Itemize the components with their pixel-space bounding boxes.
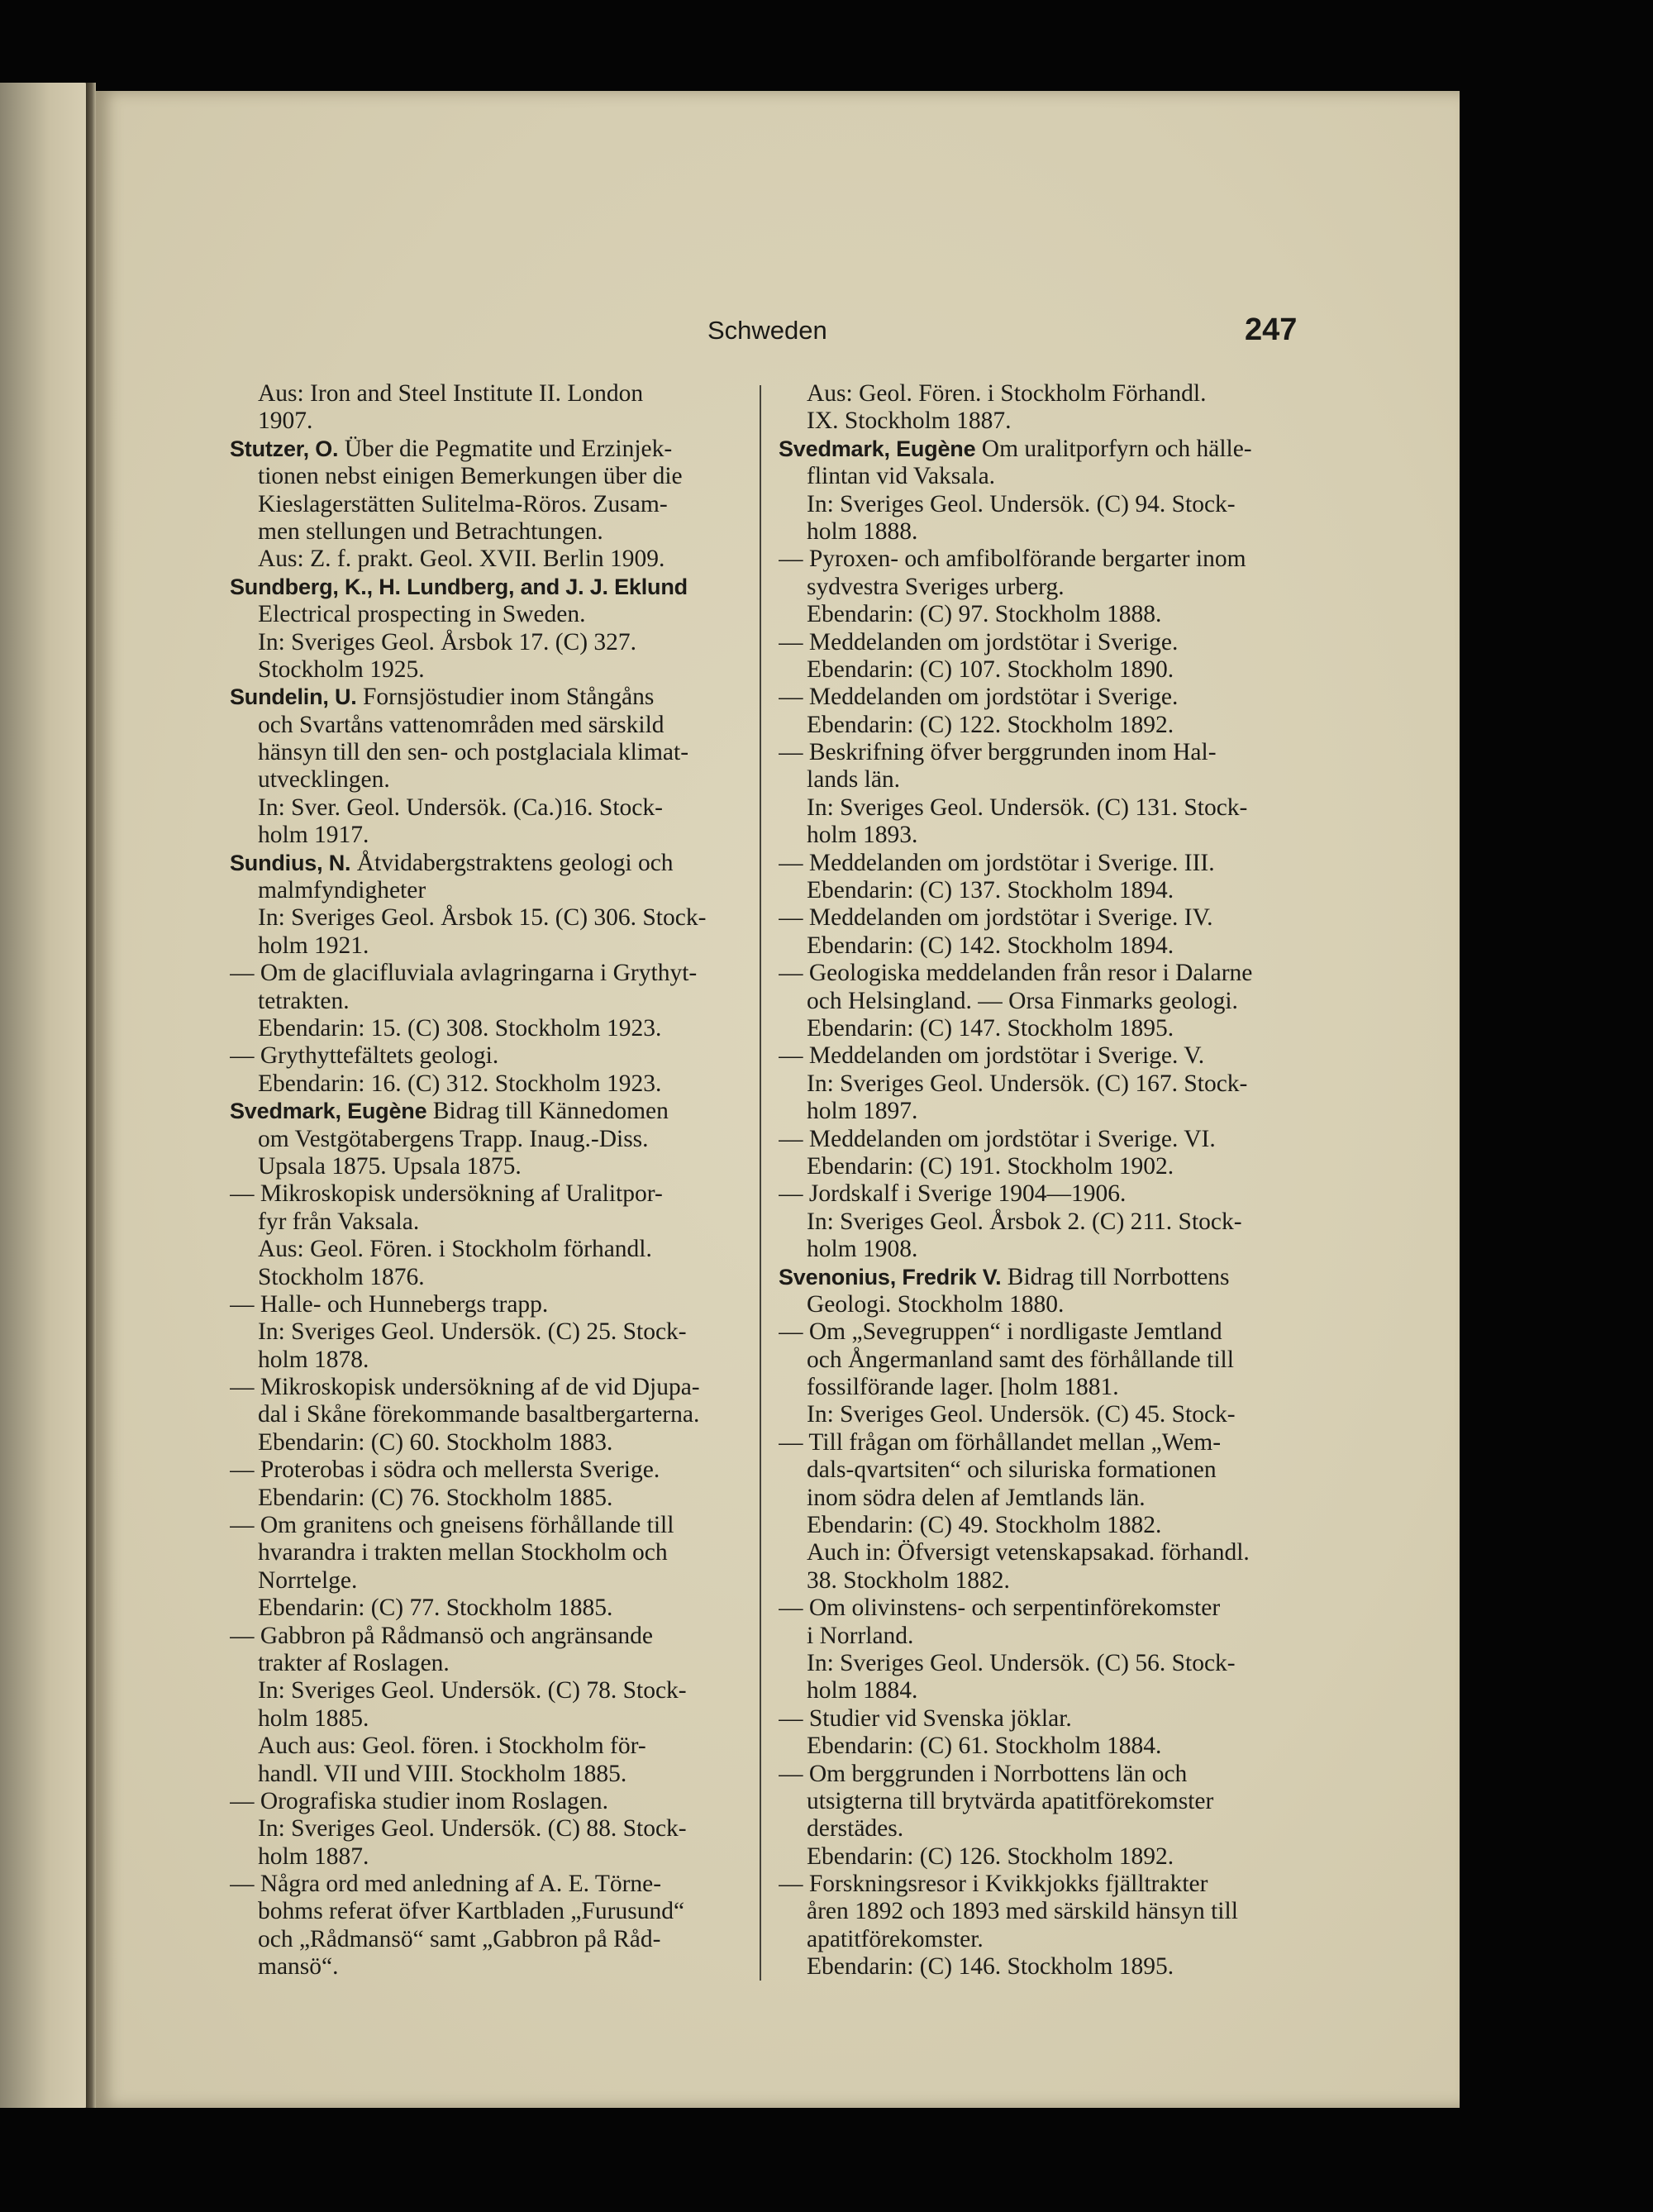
- entry-text: Ebendarin: (C) 137. Stockholm 1894.: [807, 877, 1174, 904]
- entry-text: tionen nebst einigen Bemerkungen über die: [258, 463, 683, 490]
- bibliography-line: [779, 1374, 1299, 1401]
- bibliography-line: [230, 1595, 750, 1622]
- bibliography-line: [230, 1456, 750, 1484]
- entry-text: — Meddelanden om jordstötar i Sverige. VI.: [779, 1125, 1216, 1152]
- bibliography-line: [230, 877, 750, 904]
- bibliography-line: [230, 1733, 750, 1760]
- bibliography-line: [230, 1236, 750, 1263]
- bibliography-line: [779, 1015, 1299, 1042]
- bibliography-line: [779, 1595, 1299, 1622]
- bibliography-line: [779, 932, 1299, 960]
- entry-text: In: Sveriges Geol. Undersök. (C) 78. Stock-: [258, 1677, 687, 1704]
- bibliography-line: [779, 601, 1299, 628]
- bibliography-line: [230, 1926, 750, 1953]
- entry-text: i Norrland.: [807, 1622, 914, 1649]
- bibliography-line: [779, 1623, 1299, 1650]
- entry-text: — Gabbron på Rådmansö och angränsande: [230, 1622, 654, 1649]
- entry-text: In: Sveriges Geol. Undersök. (C) 45. Stock-: [807, 1401, 1236, 1428]
- bibliography-line: [230, 656, 750, 684]
- bibliography-line: [230, 491, 750, 518]
- running-title: Schweden: [707, 316, 827, 345]
- entry-text: holm 1908.: [807, 1236, 918, 1263]
- bibliography-line: [230, 380, 750, 408]
- bibliography-line: [230, 463, 750, 490]
- bibliography-line: [779, 712, 1299, 739]
- entry-text: Aus: Geol. Fören. i Stockholm Förhandl.: [807, 380, 1207, 407]
- entry-text: In: Sveriges Geol. Årsbok 15. (C) 306. Stock-: [258, 904, 707, 932]
- entry-text: Ebendarin: (C) 191. Stockholm 1902.: [807, 1152, 1174, 1180]
- entry-text: — Några ord med anledning af A. E. Törne-: [230, 1871, 662, 1898]
- entry-text: dal i Skåne förekommande basaltbergarterna.: [258, 1401, 700, 1428]
- entry-text: — Studier vid Svenska jöklar.: [779, 1704, 1072, 1732]
- entry-text: In: Sveriges Geol. Årsbok 17. (C) 327.: [258, 628, 637, 655]
- bibliography-line: [779, 904, 1299, 932]
- bibliography-line: [230, 518, 750, 546]
- bibliography-line: [779, 408, 1299, 435]
- bibliography-line: [230, 1098, 750, 1125]
- entry-text: Kieslagerstätten Sulitelma-Röros. Zusam-: [258, 490, 668, 517]
- entry-text: — Om „Sevegruppen“ i nordligaste Jemtland: [779, 1318, 1222, 1346]
- bibliography-line: [230, 1347, 750, 1374]
- entry-text: Åtvidabergstraktens geologi och: [350, 849, 674, 876]
- bibliography-line: [779, 1126, 1299, 1153]
- bibliography-line: [779, 1898, 1299, 1925]
- entry-text: Stockholm 1925.: [258, 655, 425, 683]
- entry-text: holm 1897.: [807, 1098, 918, 1125]
- entry-text: In: Sveriges Geol. Årsbok 2. (C) 211. Stock-: [807, 1208, 1242, 1235]
- bibliography-line: [230, 684, 750, 711]
- author-name: Sundius, N.: [230, 850, 351, 875]
- entry-text: inom södra delen af Jemtlands län.: [807, 1484, 1146, 1511]
- bibliography-line: [230, 1567, 750, 1595]
- entry-text: Ebendarin: (C) 147. Stockholm 1895.: [807, 1014, 1174, 1042]
- bibliography-line: [230, 822, 750, 849]
- entry-text: — Geologiska meddelanden från resor i Dalarne: [779, 960, 1253, 987]
- entry-text: — Orografiska studier inom Roslagen.: [230, 1787, 608, 1814]
- entry-text: Geologi. Stockholm 1880.: [807, 1290, 1065, 1318]
- page-number: 247: [1245, 312, 1298, 347]
- entry-text: mansö“.: [258, 1953, 339, 1981]
- entry-text: holm 1888.: [807, 517, 918, 545]
- bibliography-line: [230, 712, 750, 739]
- entry-text: Ebendarin: 16. (C) 312. Stockholm 1923.: [258, 1070, 662, 1097]
- bibliography-line: [779, 1208, 1299, 1236]
- bibliography-line: [230, 601, 750, 628]
- entry-text: — Meddelanden om jordstötar i Sverige. IV.: [779, 904, 1213, 932]
- entry-text: om Vestgötabergens Trapp. Inaug.-Diss.: [258, 1125, 649, 1152]
- entry-text: In: Sveriges Geol. Undersök. (C) 88. Stock-: [258, 1815, 687, 1843]
- entry-text: lands län.: [807, 766, 901, 794]
- bibliography-line: [230, 1374, 750, 1401]
- bibliography-line: [779, 1153, 1299, 1180]
- bibliography-line: [230, 1871, 750, 1898]
- entry-text: holm 1917.: [258, 822, 369, 849]
- entry-text: och Ångermanland samt des förhållande till: [807, 1346, 1234, 1373]
- entry-text: — Mikroskopisk undersökning af Uralitpor-: [230, 1180, 663, 1208]
- entry-text: — Till frågan om förhållandet mellan „Wem-: [779, 1428, 1222, 1456]
- entry-text: 1907.: [258, 408, 313, 435]
- author-name: Svenonius, Fredrik V.: [779, 1264, 1002, 1290]
- entry-text: Om uralitporfyrn och hälle-: [975, 435, 1252, 462]
- bibliography-line: [779, 1456, 1299, 1484]
- entry-text: holm 1893.: [807, 822, 918, 849]
- bibliography-line: [230, 988, 750, 1015]
- bibliography-line: [230, 1953, 750, 1981]
- bibliography-line: [779, 1401, 1299, 1428]
- bibliography-line: [230, 1429, 750, 1456]
- entry-text: — Meddelanden om jordstötar i Sverige. III.: [779, 849, 1215, 876]
- author-name: Svedmark, Eugène: [230, 1099, 427, 1124]
- bibliography-line: [230, 546, 750, 573]
- entry-text: fyr från Vaksala.: [258, 1208, 420, 1235]
- entry-text: Auch in: Öfversigt vetenskapsakad. förhandl.: [807, 1539, 1250, 1566]
- entry-text: utvecklingen.: [258, 766, 390, 794]
- author-name: Svedmark, Eugène: [779, 436, 976, 461]
- bibliography-line: [230, 1485, 750, 1512]
- bibliography-line: [779, 436, 1299, 463]
- entry-text: och Svartåns vattenområden med särskild: [258, 711, 665, 738]
- entry-text: och „Rådmansö“ samt „Gabbron på Råd-: [258, 1925, 661, 1952]
- entry-text: In: Sveriges Geol. Undersök. (C) 56. Stock-: [807, 1649, 1236, 1676]
- bibliography-line: [779, 850, 1299, 877]
- bibliography-line: [230, 932, 750, 960]
- entry-text: — Halle- och Hunnebergs trapp.: [230, 1290, 549, 1318]
- entry-text: Upsala 1875. Upsala 1875.: [258, 1152, 522, 1180]
- bibliography-line: [779, 794, 1299, 822]
- right-column: [779, 380, 1299, 1981]
- bibliography-line: [779, 1953, 1299, 1981]
- entry-text: dals-qvartsiten“ och siluriska formationen: [807, 1456, 1217, 1484]
- page-header: [96, 312, 1460, 365]
- bibliography-line: [230, 739, 750, 766]
- entry-text: utsigterna till brytvärda apatitförekomster: [807, 1787, 1214, 1814]
- bibliography-line: [779, 684, 1299, 711]
- entry-text: Bidrag till Norrbottens: [1001, 1263, 1230, 1290]
- entry-text: holm 1921.: [258, 932, 369, 959]
- bibliography-line: [230, 850, 750, 877]
- bibliography-line: [230, 1264, 750, 1291]
- bibliography-line: [779, 1677, 1299, 1704]
- entry-text: Ebendarin: (C) 97. Stockholm 1888.: [807, 601, 1162, 628]
- bibliography-line: [779, 960, 1299, 987]
- bibliography-line: [779, 1291, 1299, 1318]
- entry-text: — Om de glacifluviala avlagringarna i Grythyt-: [230, 960, 698, 987]
- entry-text: Ebendarin: (C) 107. Stockholm 1890.: [807, 655, 1174, 683]
- entry-text: — Jordskalf i Sverige 1904—1906.: [779, 1180, 1127, 1208]
- entry-text: In: Sveriges Geol. Undersök. (C) 131. Stock-: [807, 794, 1248, 821]
- bibliography-line: [779, 380, 1299, 408]
- bibliography-line: [779, 1761, 1299, 1788]
- entry-text: — Proterobas i södra och mellersta Sverige.: [230, 1456, 660, 1484]
- entry-text: Ebendarin: (C) 126. Stockholm 1892.: [807, 1843, 1174, 1870]
- bibliography-line: [230, 436, 750, 463]
- left-column: [230, 380, 750, 1981]
- entry-text: tetrakten.: [258, 987, 350, 1014]
- entry-text: Ebendarin: (C) 142. Stockholm 1894.: [807, 932, 1174, 959]
- entry-text: — Pyroxen- och amfibolförande bergarter inom: [779, 546, 1246, 573]
- entry-text: — Meddelanden om jordstötar i Sverige.: [779, 628, 1179, 655]
- bibliography-line: [230, 1208, 750, 1236]
- bibliography-line: [779, 766, 1299, 794]
- entry-text: — Beskrifning öfver berggrunden inom Hal-: [779, 739, 1217, 766]
- bibliography-line: [779, 1788, 1299, 1815]
- bibliography-line: [779, 1650, 1299, 1677]
- bibliography-line: [779, 988, 1299, 1015]
- bibliography-line: [779, 1539, 1299, 1566]
- bibliography-line: [779, 1705, 1299, 1733]
- entry-text: Auch aus: Geol. fören. i Stockholm för-: [258, 1733, 646, 1760]
- entry-text: holm 1887.: [258, 1843, 369, 1870]
- entry-text: sydvestra Sveriges urberg.: [807, 573, 1065, 600]
- entry-text: och Helsingland. — Orsa Finmarks geologi.: [807, 987, 1238, 1014]
- entry-text: Über die Pegmatite und Erzinjek-: [338, 435, 673, 462]
- bibliography-line: [230, 1705, 750, 1733]
- entry-text: — Mikroskopisk undersökning af de vid Djupa-: [230, 1374, 700, 1401]
- bibliography-line: [779, 1733, 1299, 1760]
- entry-text: holm 1884.: [807, 1677, 918, 1704]
- entry-text: Aus: Iron and Steel Institute II. London: [258, 380, 644, 407]
- bibliography-line: [230, 1843, 750, 1871]
- entry-text: Bidrag till Kännedomen: [426, 1098, 669, 1125]
- author-name: Stutzer, O.: [230, 436, 339, 461]
- bibliography-line: [779, 1347, 1299, 1374]
- bibliography-line: [779, 574, 1299, 601]
- entry-text: hänsyn till den sen- och postglaciala klimat-: [258, 739, 689, 766]
- bibliography-line: [779, 1264, 1299, 1291]
- entry-text: Ebendarin: (C) 61. Stockholm 1884.: [807, 1733, 1162, 1760]
- entry-text: — Grythyttefältets geologi.: [230, 1042, 499, 1070]
- entry-text: Fornsjöstudier inom Stångåns: [356, 684, 655, 711]
- bibliography-line: [230, 1898, 750, 1925]
- bibliography-line: [779, 463, 1299, 490]
- bibliography-line: [779, 546, 1299, 573]
- bibliography-line: [230, 904, 750, 932]
- bibliography-line: [779, 1070, 1299, 1098]
- entry-text: trakter af Roslagen.: [258, 1649, 450, 1676]
- entry-text: In: Sveriges Geol. Undersök. (C) 167. Stock-: [807, 1070, 1248, 1097]
- entry-text: apatitförekomster.: [807, 1925, 984, 1952]
- bibliography-line: [779, 877, 1299, 904]
- entry-text: åren 1892 och 1893 med särskild hänsyn till: [807, 1898, 1238, 1925]
- bibliography-line: [779, 491, 1299, 518]
- bibliography-line: [230, 1042, 750, 1070]
- bibliography-line: [779, 1098, 1299, 1125]
- previous-page-edge: [0, 83, 89, 2108]
- entry-text: — Meddelanden om jordstötar i Sverige.: [779, 684, 1179, 711]
- bibliography-line: [779, 1429, 1299, 1456]
- bibliography-line: [779, 1843, 1299, 1871]
- entry-text: Electrical prospecting in Sweden.: [258, 601, 586, 628]
- bibliography-line: [779, 1236, 1299, 1263]
- entry-text: Aus: Z. f. prakt. Geol. XVII. Berlin 1909.: [258, 546, 665, 573]
- entry-text: In: Sveriges Geol. Undersök. (C) 94. Stock-: [807, 490, 1236, 517]
- entry-text: — Om granitens och gneisens förhållande till: [230, 1512, 674, 1539]
- bibliography-line: [230, 1291, 750, 1318]
- entry-text: Aus: Geol. Fören. i Stockholm förhandl.: [258, 1236, 652, 1263]
- entry-text: Ebendarin: (C) 60. Stockholm 1883.: [258, 1428, 613, 1456]
- bibliography-line: [779, 739, 1299, 766]
- bibliography-line: [230, 1318, 750, 1346]
- bibliography-line: [779, 1815, 1299, 1843]
- entry-text: Ebendarin: (C) 49. Stockholm 1882.: [807, 1512, 1162, 1539]
- entry-text: Ebendarin: (C) 77. Stockholm 1885.: [258, 1595, 613, 1622]
- bibliography-line: [230, 1788, 750, 1815]
- column-divider: [760, 385, 761, 1981]
- bibliography-line: [779, 822, 1299, 849]
- bibliography-line: [779, 1042, 1299, 1070]
- bibliography-line: [230, 1015, 750, 1042]
- entry-text: holm 1885.: [258, 1704, 369, 1732]
- entry-text: In: Sveriges Geol. Undersök. (C) 25. Stock-: [258, 1318, 687, 1346]
- author-name: Sundberg, K., H. Lundberg, and J. J. Eklund: [230, 574, 688, 599]
- bibliography-line: [230, 1070, 750, 1098]
- author-name: Sundelin, U.: [230, 684, 357, 710]
- entry-text: Ebendarin: (C) 122. Stockholm 1892.: [807, 711, 1174, 738]
- entry-text: malmfyndigheter: [258, 877, 426, 904]
- entry-text: IX. Stockholm 1887.: [807, 408, 1012, 435]
- entry-text: derstädes.: [807, 1815, 904, 1843]
- entry-text: bohms referat öfver Kartbladen „Furusund“: [258, 1898, 685, 1925]
- bibliography-line: [779, 518, 1299, 546]
- entry-text: Stockholm 1876.: [258, 1263, 425, 1290]
- bibliography-line: [230, 574, 750, 601]
- bibliography-line: [230, 960, 750, 987]
- entry-text: hvarandra i trakten mellan Stockholm och: [258, 1539, 668, 1566]
- bibliography-line: [230, 408, 750, 435]
- bibliography-line: [230, 1180, 750, 1208]
- entry-text: Ebendarin: 15. (C) 308. Stockholm 1923.: [258, 1014, 662, 1042]
- bibliography-line: [230, 1539, 750, 1566]
- entry-text: handl. VII und VIII. Stockholm 1885.: [258, 1760, 627, 1787]
- bibliography-line: [230, 629, 750, 656]
- bibliography-line: [779, 1180, 1299, 1208]
- entry-text: flintan vid Vaksala.: [807, 463, 996, 490]
- bibliography-line: [230, 766, 750, 794]
- bibliography-line: [230, 1153, 750, 1180]
- entry-text: — Forskningsresor i Kvikkjokks fjälltrakter: [779, 1871, 1208, 1898]
- bibliography-line: [779, 1567, 1299, 1595]
- bibliography-line: [230, 1126, 750, 1153]
- entry-text: In: Sver. Geol. Undersök. (Ca.)16. Stock-: [258, 794, 663, 821]
- entry-text: fossilförande lager. [holm 1881.: [807, 1374, 1119, 1401]
- bibliography-line: [230, 1677, 750, 1704]
- entry-text: holm 1878.: [258, 1346, 369, 1373]
- bibliography-line: [779, 656, 1299, 684]
- bibliography-line: [779, 629, 1299, 656]
- bibliography-line: [230, 1623, 750, 1650]
- bibliography-line: [779, 1512, 1299, 1539]
- entry-text: Ebendarin: (C) 76. Stockholm 1885.: [258, 1484, 613, 1511]
- entry-text: — Meddelanden om jordstötar i Sverige. V.: [779, 1042, 1205, 1070]
- bibliography-line: [779, 1485, 1299, 1512]
- bibliography-line: [230, 1761, 750, 1788]
- entry-text: 38. Stockholm 1882.: [807, 1566, 1010, 1594]
- bibliography-line: [230, 794, 750, 822]
- entry-text: men stellungen und Betrachtungen.: [258, 517, 603, 545]
- bibliography-line: [230, 1401, 750, 1428]
- bibliography-line: [779, 1871, 1299, 1898]
- bibliography-line: [779, 1318, 1299, 1346]
- bibliography-line: [779, 1926, 1299, 1953]
- entry-text: Ebendarin: (C) 146. Stockholm 1895.: [807, 1953, 1174, 1981]
- book-page: [96, 91, 1460, 2108]
- book-gutter: [86, 83, 96, 2108]
- entry-text: — Om berggrunden i Norrbottens län och: [779, 1760, 1188, 1787]
- entry-text: — Om olivinstens- och serpentinförekomster: [779, 1595, 1221, 1622]
- bibliography-line: [230, 1650, 750, 1677]
- bibliography-line: [230, 1815, 750, 1843]
- entry-text: Norrtelge.: [258, 1566, 358, 1594]
- bibliography-line: [230, 1512, 750, 1539]
